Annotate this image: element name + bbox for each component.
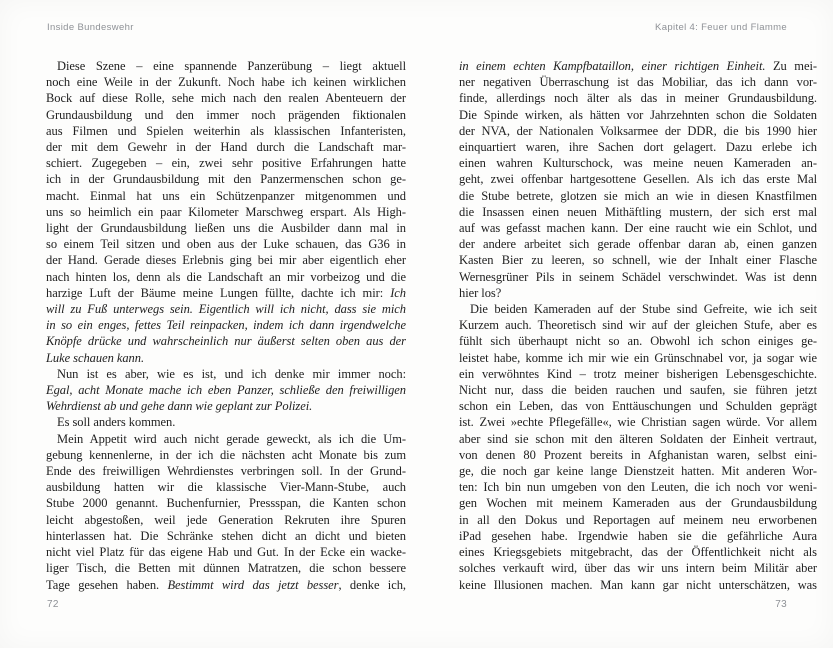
text-line: Bock auf diese Rolle, sehe mich nach den realen Abenteuern der bbox=[46, 91, 406, 106]
text-line: light der Grundausbildung ließen uns die Ausbilder dann mal in bbox=[46, 221, 406, 236]
text-line: schon ein Leben, das von Enttäuschungen und Schulden geprägt bbox=[459, 399, 817, 414]
text-line: ein verwöhntes Kind – trotz meiner bisherigen Lebensgeschichte. bbox=[459, 366, 817, 381]
text-line: Stube 2000 genannt. Buchenfurnier, Pressspan, die Kanten schon bbox=[46, 496, 406, 511]
italic-text-segment: in einem echten Kampfbataillon, einer richtigen Einheit. bbox=[459, 59, 766, 73]
text-line: hier los? bbox=[459, 285, 502, 300]
text-line: iPad gesehen habe. Irgendwie haben sie die gefährliche Aura bbox=[459, 528, 817, 543]
running-header-left: Inside Bundeswehr bbox=[47, 22, 134, 33]
text-line: einquartiert waren, ihre Sachen dort gelagert. Dazu erlebe ich bbox=[459, 140, 817, 155]
text-line bbox=[46, 350, 406, 366]
text-line: noch eine Weile in der Zukunft. Noch habe ich keinen wirklichen bbox=[46, 75, 406, 90]
text-line: liger Tisch, die Betten mit dünnen Matratzen, die schon bessere bbox=[46, 561, 406, 576]
text-line: ausbildung hatten wir die klassische Vier-Mann-Stube, auch bbox=[46, 480, 406, 495]
text-line bbox=[46, 333, 406, 349]
text-line: Diese Szene – eine spannende Panzerübung – liegt aktuell bbox=[57, 59, 406, 73]
italic-text-segment: Luke schauen kann. bbox=[46, 350, 145, 365]
running-header-right: Kapitel 4: Feuer und Flamme bbox=[655, 22, 787, 33]
page-72-textblock bbox=[46, 58, 406, 593]
page-73-textblock bbox=[459, 58, 817, 593]
text-line: Nicht nur, dass die beiden rauchen und saufen, sie führen jetzt bbox=[459, 383, 817, 398]
text-line: in all den Dokus und Reportagen auf meinem neu erworbenen bbox=[459, 512, 817, 527]
text-line: Wernesgrüner Pils in seinem Schädel verschwindet. Was ist denn bbox=[459, 269, 817, 284]
text-line: einen wahren Kulturschock, was meine neuen Kameraden an- bbox=[459, 156, 817, 171]
italic-text-segment: Ich bbox=[390, 285, 406, 300]
text-line: gebung kennenlerne, in der ich die nächsten acht Monate bis zum bbox=[46, 447, 406, 462]
italic-text-segment: Bestimmt wird das jetzt besser bbox=[167, 577, 339, 592]
text-line: hinterlassen hat. Die Schränke stehen dicht an dicht und bieten bbox=[46, 528, 406, 543]
text-line: so einem Teil sitzen und oben aus der Luke schauen, das G36 in bbox=[46, 237, 406, 252]
text-line: von denen 80 Prozent bereits in Afghanistan waren, selbst eini- bbox=[459, 447, 817, 462]
text-line: Ende des freiwilligen Wehrdienstes verbringen soll. In der Grund- bbox=[46, 464, 406, 479]
text-line: fühlt sich überhaupt nicht so an. Obwohl ich schon einiges ge- bbox=[459, 334, 817, 349]
text-line: solches verkauft wird, über das wir uns intern beim Militär aber bbox=[459, 561, 817, 576]
text-line: leistet habe, komme ich mir wie ein Grünschnabel vor, ja sogar wie bbox=[459, 350, 817, 365]
italic-text-segment: Wehrdienst ab und gehe dann wie geplant zur Polizei. bbox=[46, 399, 313, 414]
text-line: ge, die noch gar keine lange Dienstzeit hatten. Mit anderen Wor- bbox=[459, 464, 817, 479]
text-line: Tage gesehen haben. Bestimmt wird das jetzt besser, denke ich, bbox=[46, 577, 406, 592]
text-line: ten: Ich bin nun umgeben von den Leuten, die ich noch vor weni- bbox=[459, 480, 817, 495]
text-line: der andere arbeitet sich gerade offenbar daran ab, einen ganzen bbox=[459, 237, 817, 252]
text-line: nicht viel Platz für das eigene Hab und Gut. In der Ecke ein wacke- bbox=[46, 545, 406, 560]
italic-text-segment: will zu Fuß unterwegs sein. Eigentlich will ich nicht, dass sie mich bbox=[46, 302, 406, 317]
text-line: schiert. Zugegeben – ein, zwei sehr positive Erfahrungen hatte bbox=[46, 156, 406, 171]
text-line: der NVA, der Nationalen Volksarmee der DDR, die bis 1990 hier bbox=[459, 123, 817, 138]
text-line: Kasten Bier zu leeren, so schnell, wie der Inhalt einer Flasche bbox=[459, 253, 817, 268]
text-line: aber sind sie schon mit den älteren Soldaten der Einheit vertraut, bbox=[459, 431, 817, 446]
text-line bbox=[46, 317, 406, 333]
text-line: der Hand. Gerade dieses Erlebnis ging bei mir aber eigentlich eher bbox=[46, 253, 406, 268]
text-line bbox=[46, 398, 406, 414]
italic-text-segment: Knöpfe drücke und wahrscheinlich nur äußerst selten oben aus der bbox=[46, 334, 406, 349]
italic-text-segment: Egal, acht Monate mache ich eben Panzer, schließe den freiwilligen bbox=[46, 383, 406, 398]
text-line: in einem echten Kampfbataillon, einer richtigen Einheit. Zu mei- bbox=[459, 59, 817, 73]
text-line: macht. Einmal hat uns ein Schützenpanzer mitgenommen und bbox=[46, 188, 406, 203]
text-line: finde, allerdings noch älter als das in meiner Grundausbildung. bbox=[459, 91, 817, 106]
text-line: geht, zwei offenbar hartgesottene Gesellen. Als ich das erste Mal bbox=[459, 172, 817, 187]
text-line bbox=[46, 301, 406, 317]
text-line: leicht abgestoßen, weil jede Generation Rekruten ihre Spuren bbox=[46, 512, 406, 527]
text-line: gen Wochen mit meinem Kameraden aus der Grundausbildung bbox=[459, 496, 817, 511]
text-line: aus Filmen und Spielen weiterhin als klassischen Infanteristen, bbox=[46, 123, 406, 138]
text-line: eines Kriegsgebiets mitgebracht, das der Öffentlichkeit nicht als bbox=[459, 545, 817, 560]
text-line: uns so heimlich ein paar Kilometer Marschweg erspart. Als High- bbox=[46, 204, 406, 219]
text-line: Die beiden Kameraden auf der Stube sind Gefreite, wie ich seit bbox=[470, 302, 817, 317]
text-line: nach hinten los, denn als die Landschaft an mir vorbeizog und die bbox=[46, 269, 406, 284]
text-line: Es soll anders kommen. bbox=[57, 415, 176, 430]
text-line: der mit dem Gewehr in der Hand durch die Landschaft mar- bbox=[46, 140, 406, 155]
text-line: ner negativen Überraschung ist das Mobiliar, das ich dann vor- bbox=[459, 75, 817, 90]
italic-text-segment: in so ein enges, fettes Teil reinpacken, indem ich dann irgendwelche bbox=[46, 318, 406, 333]
text-line: harzige Luft der Bäume meine Lungen füllte, dachte ich mir: Ich bbox=[46, 285, 406, 300]
text-line: Nun ist es aber, wie es ist, und ich denke mir immer noch: bbox=[57, 366, 406, 381]
page-number-left: 72 bbox=[47, 599, 59, 610]
text-line: ist. Zwei »echte Pflegefälle«, wie Christian sagen würde. Vor allem bbox=[459, 415, 817, 430]
text-line: die Stube betrete, glotzen sie mich an wie in diesen Knastfilmen bbox=[459, 188, 817, 203]
text-line: Grundausbildung und den immer noch prägenden fiktionalen bbox=[46, 107, 406, 122]
text-line: Mein Appetit wird auch nicht gerade geweckt, als ich die Um- bbox=[57, 431, 406, 446]
text-line: Kurzem auch. Theoretisch sind wir auf der gleichen Stufe, aber es bbox=[459, 318, 817, 333]
text-line: ich in der Grundausbildung mit den Panzermenschen schon ge- bbox=[46, 172, 406, 187]
text-line: auf was gefasst machen kann. Der eine raucht wie ein Schlot, und bbox=[459, 221, 817, 236]
text-line: Die Spinde wirken, als hätten vor Jahrzehnten schon die Soldaten bbox=[459, 107, 817, 122]
text-line: keine Illusionen machen. Man kann gar nicht unterschätzen, was bbox=[459, 577, 817, 592]
page-number-right: 73 bbox=[775, 599, 787, 610]
text-line bbox=[46, 382, 406, 398]
text-line: die Insassen einen neuen Mithäftling mustern, der sich erst mal bbox=[459, 204, 817, 219]
